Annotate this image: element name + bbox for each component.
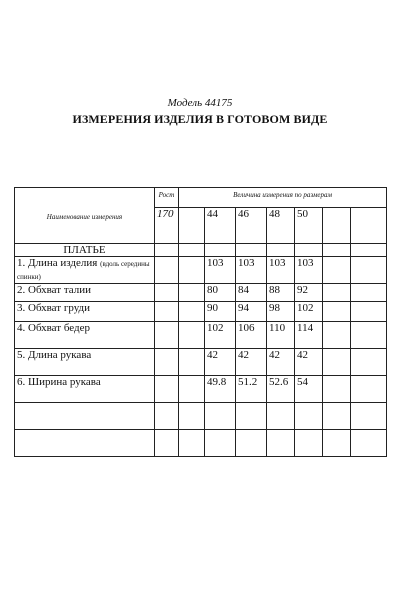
measurement-name: 3. Обхват груди bbox=[15, 302, 155, 322]
measurement-value: 80 bbox=[205, 284, 236, 302]
size-cell: 48 bbox=[267, 208, 295, 244]
table-row bbox=[15, 376, 387, 403]
growth-column-header-text: Рост bbox=[158, 191, 175, 199]
table-row-empty bbox=[15, 403, 387, 430]
measurement-value: 54 bbox=[295, 376, 323, 403]
measurement-value bbox=[323, 349, 351, 376]
measurement-value: 94 bbox=[236, 302, 267, 322]
measurement-value bbox=[351, 302, 387, 322]
size-cell: 46 bbox=[236, 208, 267, 244]
measurements-table bbox=[14, 187, 387, 457]
measurement-value: 114 bbox=[295, 322, 323, 349]
value-column-header-text: Величина измерения по размерам bbox=[233, 191, 332, 199]
measurement-value: 42 bbox=[205, 349, 236, 376]
measurement-value: 110 bbox=[267, 322, 295, 349]
measurement-value: 42 bbox=[267, 349, 295, 376]
table-row bbox=[15, 322, 387, 349]
measurement-value bbox=[323, 284, 351, 302]
measurement-value: 49.8 bbox=[205, 376, 236, 403]
section-row bbox=[15, 244, 387, 257]
measurement-value: 103 bbox=[267, 257, 295, 284]
name-column-header bbox=[15, 188, 155, 244]
measurement-value bbox=[323, 322, 351, 349]
measurement-value: 103 bbox=[236, 257, 267, 284]
measurement-value: 84 bbox=[236, 284, 267, 302]
size-cell bbox=[323, 208, 351, 244]
size-cell bbox=[351, 208, 387, 244]
measurement-value: 103 bbox=[295, 257, 323, 284]
section-label: ПЛАТЬЕ bbox=[15, 244, 155, 257]
table-row bbox=[15, 302, 387, 322]
measurement-value: 42 bbox=[236, 349, 267, 376]
measurement-value bbox=[323, 302, 351, 322]
model-number: Модель 44175 bbox=[167, 97, 233, 109]
table-row bbox=[15, 284, 387, 302]
measurement-value: 102 bbox=[295, 302, 323, 322]
measurement-value: 102 bbox=[205, 322, 236, 349]
size-cell-blank bbox=[179, 208, 205, 244]
table-row bbox=[15, 349, 387, 376]
growth-column-header bbox=[155, 188, 179, 208]
measurement-value: 92 bbox=[295, 284, 323, 302]
table-row-empty bbox=[15, 430, 387, 457]
measurement-value: 90 bbox=[205, 302, 236, 322]
measurement-value bbox=[323, 257, 351, 284]
measurement-value: 103 bbox=[205, 257, 236, 284]
measurement-value bbox=[323, 376, 351, 403]
growth-value: 170 bbox=[155, 208, 179, 244]
measurement-name: 5. Длина рукава bbox=[15, 349, 155, 376]
measurement-value bbox=[351, 349, 387, 376]
table-row bbox=[15, 257, 387, 284]
measurement-value: 98 bbox=[267, 302, 295, 322]
size-cell: 50 bbox=[295, 208, 323, 244]
measurement-name: 1. Длина изделия (вдоль середины спинки) bbox=[15, 257, 155, 284]
value-column-header bbox=[179, 188, 387, 208]
name-column-header-text: Наименование измерения bbox=[46, 212, 123, 221]
size-cell: 44 bbox=[205, 208, 236, 244]
measurement-name: 6. Ширина рукава bbox=[15, 376, 155, 403]
measurement-value bbox=[351, 376, 387, 403]
measurement-value bbox=[351, 322, 387, 349]
measurement-value: 52.6 bbox=[267, 376, 295, 403]
measurement-value: 51.2 bbox=[236, 376, 267, 403]
measurement-value bbox=[351, 284, 387, 302]
measurement-value bbox=[351, 257, 387, 284]
measurement-value: 88 bbox=[267, 284, 295, 302]
document-title: ИЗМЕРЕНИЯ ИЗДЕЛИЯ В ГОТОВОМ ВИДЕ bbox=[72, 112, 328, 126]
measurement-name: 4. Обхват бедер bbox=[15, 322, 155, 349]
measurement-value: 106 bbox=[236, 322, 267, 349]
measurement-value: 42 bbox=[295, 349, 323, 376]
header-row bbox=[15, 188, 387, 208]
measurement-name: 2. Обхват талии bbox=[15, 284, 155, 302]
measurement-note: (вдоль середины спинки) bbox=[17, 260, 150, 281]
